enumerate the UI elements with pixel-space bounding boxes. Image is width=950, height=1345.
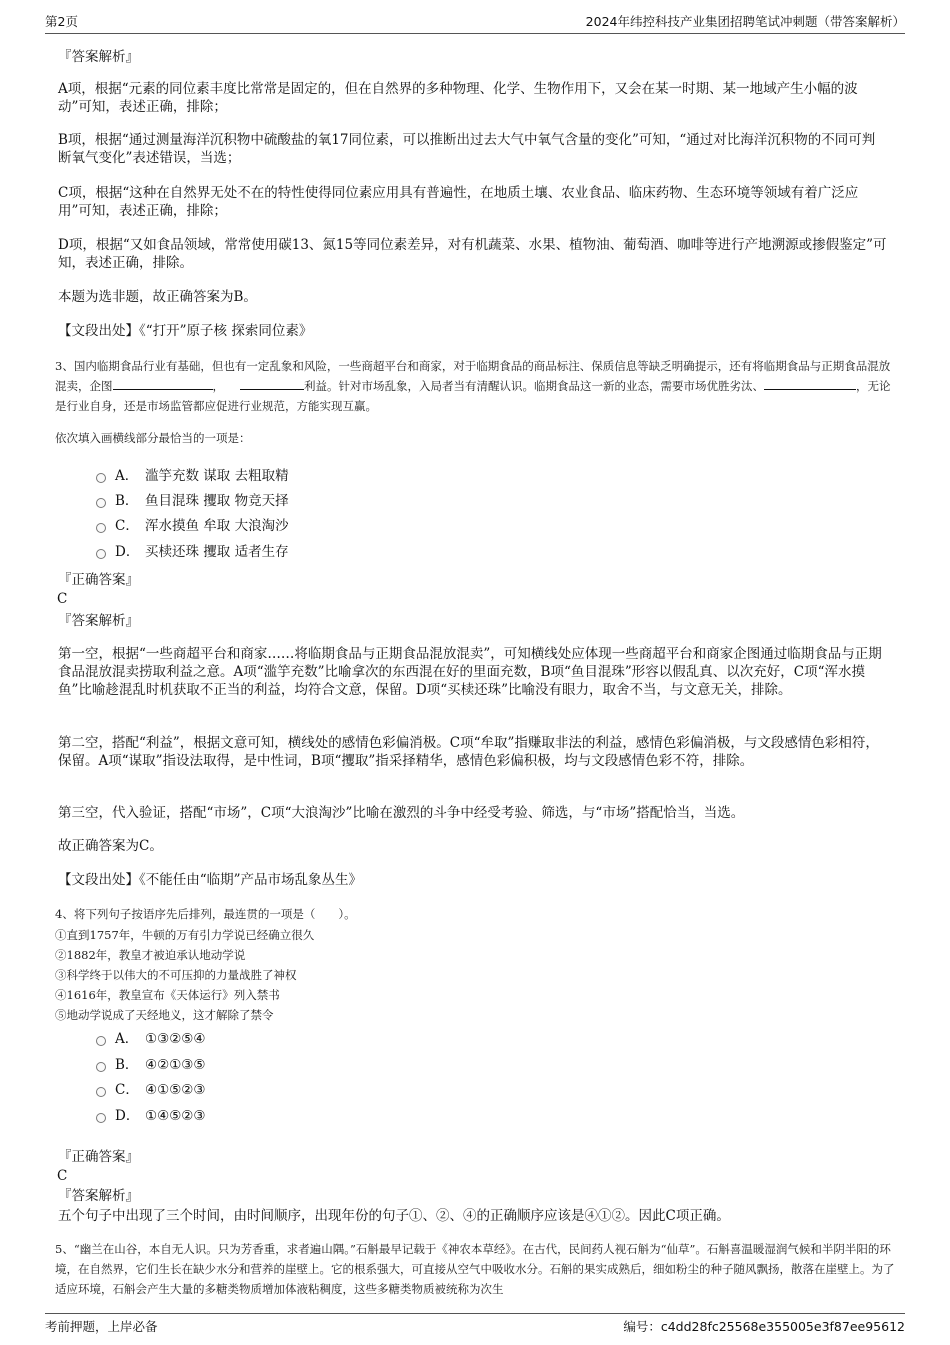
blank-2 xyxy=(240,377,304,390)
sentence-item: ①直到1757年，牛顿的万有引力学说已经确立很久 xyxy=(55,928,315,942)
analysis-paragraph-b: B项，根据“通过测量海洋沉积物中硫酸盐的氧17同位素，可以推断出过去大气中氧气含量的变化”可知，“通过对比海洋沉积物的不同可判断氧气变化”表述错误，当选； xyxy=(58,132,876,166)
source-line xyxy=(58,322,888,340)
q4-option-d[interactable]: D． ①④⑤②③ xyxy=(96,1107,206,1125)
source-label: 【文段出处】 xyxy=(58,323,139,339)
analysis-paragraph-a: A项，根据“元素的同位素丰度比常常是固定的，但在自然界的多种物理、化学、生物作用下，又会在某一时期、某一地域产生小幅的波动”可知，表述正确，排除； xyxy=(58,81,858,115)
correct-answer-value: C xyxy=(57,1168,68,1184)
radio-button[interactable] xyxy=(96,1036,106,1046)
blank-1 xyxy=(113,377,213,390)
source-title: 《“打开”原子核 探索同位素》 xyxy=(139,323,313,339)
radio-button[interactable] xyxy=(96,1113,106,1123)
blank-3 xyxy=(764,377,856,390)
radio-button[interactable] xyxy=(96,1087,106,1097)
radio-button[interactable] xyxy=(96,473,106,483)
page-footer xyxy=(45,1313,905,1335)
analysis-paragraph: 五个句子中出现了三个时间，由时间顺序，出现年份的句子①、②、④的正确顺序应该是④①②。因此C项正确。 xyxy=(58,1208,730,1224)
document-title: 2024年纬控科技产业集团招聘笔试冲刺题（带答案解析） xyxy=(585,14,905,29)
analysis-label: 『答案解析』 xyxy=(58,1188,139,1204)
source-label: 【文段出处】 xyxy=(58,872,139,888)
question-3-instruction: 依次填入画横线部分最恰当的一项是： xyxy=(55,431,251,445)
correct-answer-label: 『正确答案』 xyxy=(58,572,139,588)
sentence-item: ②1882年，教皇才被迫承认地动学说 xyxy=(55,948,246,962)
sentence-item: ⑤地动学说成了天经地义，这才解除了禁令 xyxy=(55,1008,274,1022)
analysis-conclusion: 故正确答案为C。 xyxy=(58,838,163,854)
analysis-label: 『答案解析』 xyxy=(58,49,139,65)
radio-button[interactable] xyxy=(96,1062,106,1072)
analysis-paragraph-2: 第二空，搭配“利益”，根据文意可知，横线处的感情色彩偏消极。C项“牟取”指赚取非法的利益，感情色彩偏消极，与文段感情色彩相符，保留。A项“谋取”指设法取得，是中性词，B项“攫取”指采择精华，感情色彩偏积极，均与文段感情色彩不符，排除。 xyxy=(58,735,879,769)
footer-slogan: 考前押题，上岸必备 xyxy=(45,1319,158,1334)
page-header xyxy=(45,12,905,34)
analysis-conclusion: 本题为选非题，故正确答案为B。 xyxy=(58,289,257,305)
q3-option-b[interactable]: B． 鱼目混珠 攫取 物竞天择 xyxy=(96,492,289,510)
question-5-stem: 5、“幽兰在山谷，本自无人识。只为芳香重，求者遍山隅。”石斛最早记载于《神农本草经》。在古代，民间药人视石斛为“仙草”。石斛喜温暖湿润气候和半阴半阳的环境，在自然界，它们生长在缺少水分和营养的崖壁上。它的根系强大，可直接从空气中吸收水分。石斛的果实成熟后，细如粉尘的种子随风飘扬，散落在崖壁上。为了适应环境，石斛会产生大量的多糖类物质增加体液粘稠度，这些多糖类物质被统称为次生 xyxy=(55,1242,895,1296)
radio-button[interactable] xyxy=(96,549,106,559)
q4-option-c[interactable]: C． ④①⑤②③ xyxy=(96,1081,206,1099)
question-3-stem: 3、国内临期食品行业有基础，但也有一定乱象和风险，一些商超平台和商家，对于临期食品的商品标注、保质信息等缺乏明确提示，还有将临期食品与正期食品混放混卖，企图 ， 利益。针对市场乱象，入局者当有清醒认识。临期食品这一新的业态，需要市场优胜劣汰、 ，无论是行业自身，还是市场监管都应促进行业规范，方能实现互赢。 xyxy=(55,359,891,413)
page-number: 第2页 xyxy=(45,14,78,29)
analysis-paragraph-1: 第一空，根据“一些商超平台和商家……将临期食品与正期食品混放混卖”，可知横线处应体现一些商超平台和商家企图通过临期食品与正期食品混放混卖捞取利益之意。A项“滥竽充数”比喻拿次的东西混在好的里面充数，B项“鱼目混珠”形容以假乱真、以次充好，C项“浑水摸鱼”比喻趁混乱时机获取不正当的利益，均符合文意，保留。D项“买椟还珠”比喻没有眼力，取舍不当，与文意无关，排除。 xyxy=(58,646,882,698)
q3-option-c[interactable]: C． 浑水摸鱼 牟取 大浪淘沙 xyxy=(96,517,289,535)
q4-option-b[interactable]: B． ④②①③⑤ xyxy=(96,1056,206,1074)
sentence-item: ④1616年，教皇宣布《天体运行》列入禁书 xyxy=(55,988,280,1002)
q4-option-a[interactable]: A． ①③②⑤④ xyxy=(96,1030,206,1048)
question-4-stem: 4、将下列句子按语序先后排列，最连贯的一项是（ ）。 xyxy=(55,907,356,921)
correct-answer-label: 『正确答案』 xyxy=(58,1149,139,1165)
q3-option-a[interactable]: A． 滥竽充数 谋取 去粗取精 xyxy=(96,467,289,485)
analysis-paragraph-c: C项，根据“这种在自然界无处不在的特性使得同位素应用具有普遍性，在地质土壤、农业食品、临床药物、生态环境等领域有着广泛应用”可知，表述正确，排除； xyxy=(58,185,859,219)
correct-answer-value: C xyxy=(57,591,68,607)
source-title: 《不能任由“临期”产品市场乱象丛生》 xyxy=(139,872,363,888)
sentence-item: ③科学终于以伟大的不可压抑的力量战胜了神权 xyxy=(55,968,297,982)
analysis-label: 『答案解析』 xyxy=(58,613,139,629)
analysis-paragraph-3: 第三空，代入验证，搭配“市场”，C项“大浪淘沙”比喻在激烈的斗争中经受考验、筛选，与“市场”搭配恰当，当选。 xyxy=(58,805,745,821)
q3-option-d[interactable]: D． 买椟还珠 攫取 适者生存 xyxy=(96,543,289,561)
footer-id: 编号：c4dd28fc25568e355005e3f87ee95612 xyxy=(623,1319,905,1334)
radio-button[interactable] xyxy=(96,498,106,508)
source-line xyxy=(58,871,888,889)
analysis-paragraph-d: D项，根据“又如食品领域，常常使用碳13、氮15等同位素差异，对有机蔬菜、水果、植物油、葡萄酒、咖啡等进行产地溯源或掺假鉴定”可知，表述正确，排除。 xyxy=(58,237,887,271)
radio-button[interactable] xyxy=(96,523,106,533)
